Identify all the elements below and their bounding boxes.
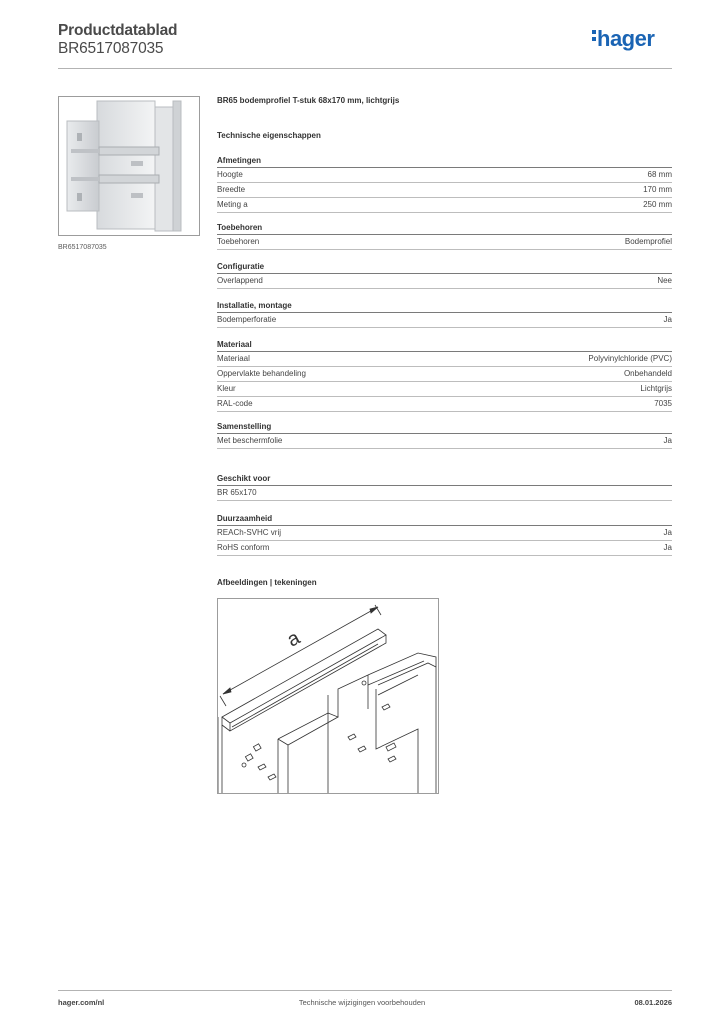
row-value: Ja [663,315,672,324]
section-heading: Geschikt voor [217,473,672,486]
table-row [217,198,672,213]
row-value: Nee [657,276,672,285]
section-heading: Samenstelling [217,421,672,434]
section-suitable-for [217,473,672,501]
row-value: 68 mm [647,170,672,179]
row-label: REACh-SVHC vrij [217,528,282,537]
product-title: BR65 bodemprofiel T-stuk 68x170 mm, lichtgrijs [217,96,400,105]
product-thumbnail [58,96,200,236]
row-value: Polyvinylchloride (PVC) [588,354,672,363]
product-photo-icon [59,97,200,236]
row-label: Met beschermfolie [217,436,283,445]
row-label: RAL-code [217,399,253,408]
row-value: 7035 [654,399,672,408]
t-piece-drawing-icon [218,599,439,794]
dimension-label: a [283,626,304,652]
row-label: Meting a [217,200,248,209]
table-row [217,486,672,501]
row-label: Oppervlakte behandeling [217,369,306,378]
section-configuration [217,261,672,289]
table-row [217,541,672,556]
section-heading: Afmetingen [217,155,672,168]
drawings-title: Afbeeldingen | tekeningen [217,578,317,587]
technical-drawing [217,598,439,794]
row-label: Hoogte [217,170,243,179]
section-heading: Configuratie [217,261,672,274]
footer-website-link[interactable]: hager.com/nl [58,998,105,1007]
row-label: BR 65x170 [217,488,257,497]
row-value: 250 mm [643,200,672,209]
thumbnail-caption: BR6517087035 [58,244,107,251]
row-label: Bodemperforatie [217,315,277,324]
row-value: Ja [663,436,672,445]
section-composition [217,421,672,449]
hager-logo[interactable] [592,28,654,50]
table-row [217,274,672,289]
section-heading: Toebehoren [217,222,672,235]
technical-properties-title: Technische eigenschappen [217,131,321,140]
table-row [217,352,672,367]
header-divider [58,68,672,69]
section-accessories [217,222,672,250]
table-row [217,367,672,382]
row-value: Onbehandeld [623,369,672,378]
footer-date: 08.01.2026 [634,998,672,1007]
row-label: Overlappend [217,276,263,285]
section-heading: Installatie, montage [217,300,672,313]
row-label: Materiaal [217,354,250,363]
page-title: Productdatablad [58,22,178,39]
table-row [217,183,672,198]
row-label: RoHS conform [217,543,270,552]
table-row [217,168,672,183]
logo-dots-icon [592,30,596,44]
row-label: Toebehoren [217,237,260,246]
section-heading: Materiaal [217,339,672,352]
footer-disclaimer: Technische wijzigingen voorbehouden [298,998,426,1007]
table-row [217,313,672,328]
table-row [217,235,672,250]
section-dimensions [217,155,672,213]
row-label: Kleur [217,384,236,393]
section-installation [217,300,672,328]
product-code: BR6517087035 [58,40,164,57]
table-row [217,434,672,449]
row-value: Ja [663,543,672,552]
section-heading: Duurzaamheid [217,513,672,526]
table-row [217,397,672,412]
section-material [217,339,672,412]
section-sustainability [217,513,672,556]
row-value: Ja [663,528,672,537]
row-value: Bodemprofiel [624,237,672,246]
row-value: Lichtgrijs [640,384,672,393]
logo-text: hager [597,26,655,51]
row-label: Breedte [217,185,246,194]
table-row [217,526,672,541]
row-value: 170 mm [643,185,672,194]
table-row [217,382,672,397]
footer-divider [58,990,672,991]
